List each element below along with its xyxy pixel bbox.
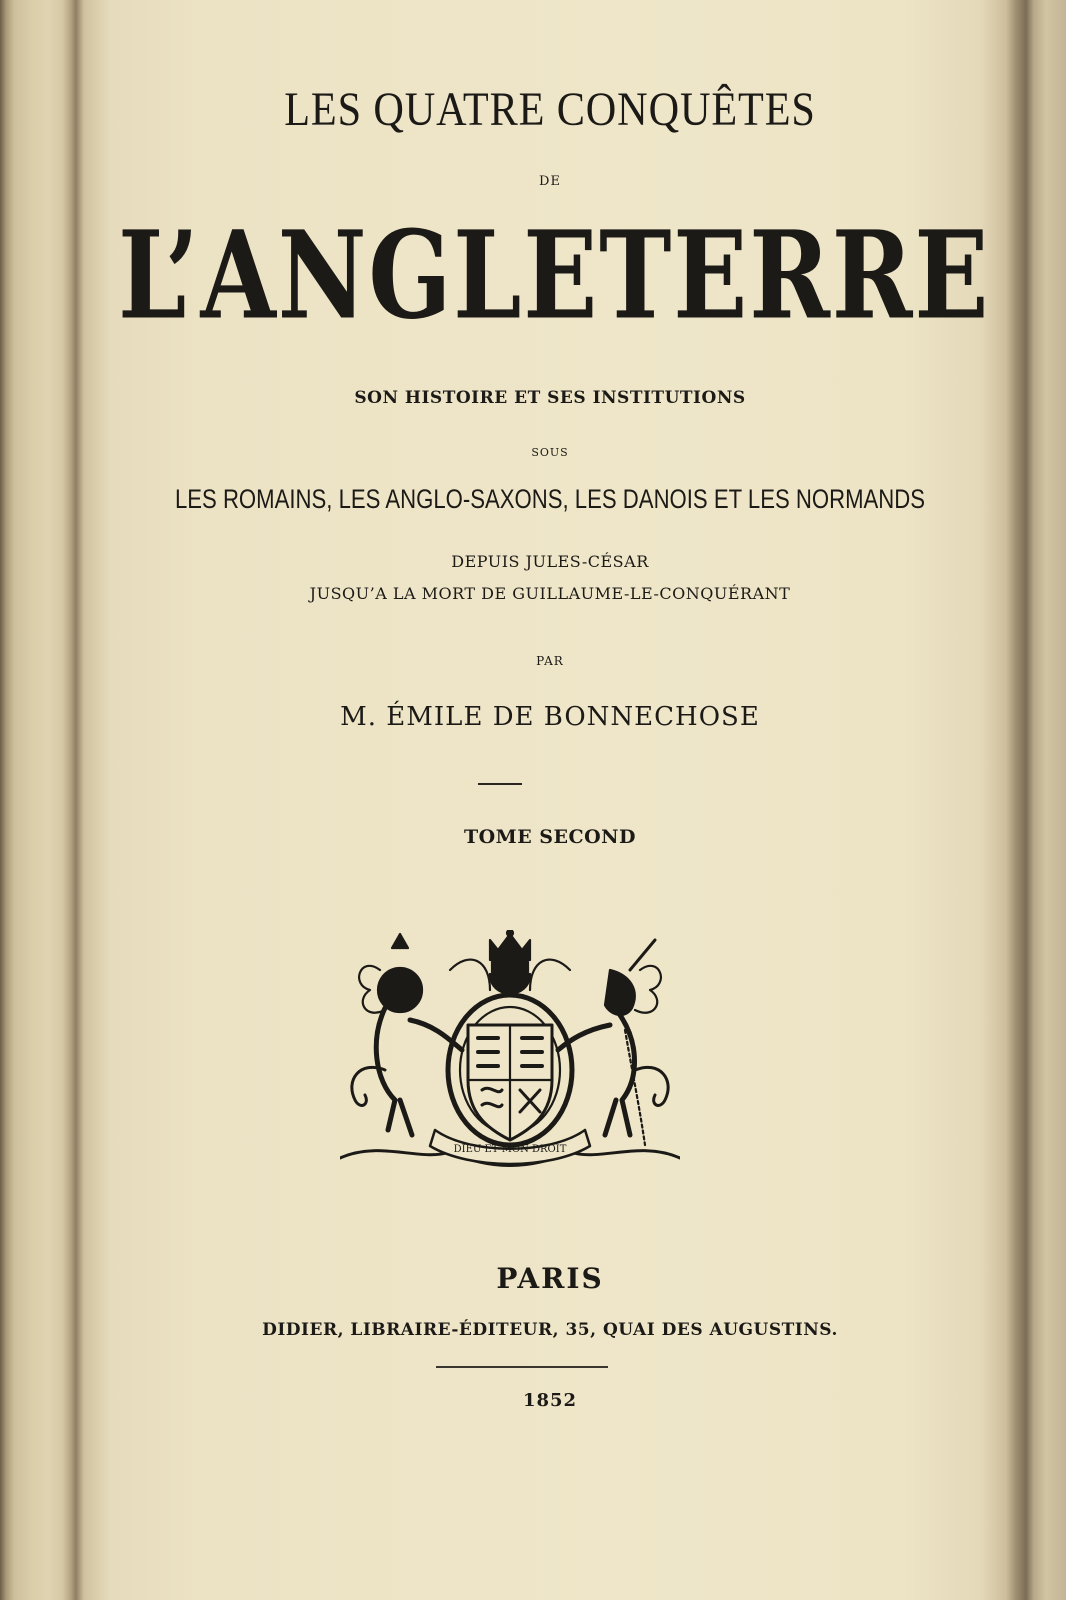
short-rule — [478, 783, 522, 785]
title-de: DE — [539, 174, 561, 189]
by-label: PAR — [536, 654, 564, 668]
place-of-publication: PARIS — [496, 1262, 604, 1295]
subtitle-peoples: LES ROMAINS, LES ANGLO-SAXONS, LES DANOIS ET LES NORMANDS — [174, 484, 926, 514]
motto-text: DIEU ET MON DROIT — [453, 1144, 567, 1155]
publisher-line: DIDIER, LIBRAIRE-ÉDITEUR, 35, QUAI DES AUGUSTINS. — [262, 1320, 838, 1340]
author-name: M. ÉMILE DE BONNECHOSE — [340, 702, 760, 732]
subtitle-history: SON HISTOIRE ET SES INSTITUTIONS — [354, 388, 746, 408]
subtitle-sous: SOUS — [531, 446, 569, 459]
title-page — [70, 0, 1030, 1600]
subtitle-from: DEPUIS JULES-CÉSAR — [451, 552, 649, 571]
main-title: L’ANGLETERRE — [118, 205, 991, 347]
long-rule — [436, 1366, 608, 1368]
royal-coat-of-arms-icon — [340, 930, 680, 1180]
subtitle-until: JUSQU’A LA MORT DE GUILLAUME-LE-CONQUÉRANT — [309, 584, 791, 603]
publication-year: 1852 — [522, 1390, 578, 1411]
volume-label: TOME SECOND — [463, 826, 637, 848]
title-line-1: LES QUATRE CONQUÊTES — [284, 83, 816, 136]
